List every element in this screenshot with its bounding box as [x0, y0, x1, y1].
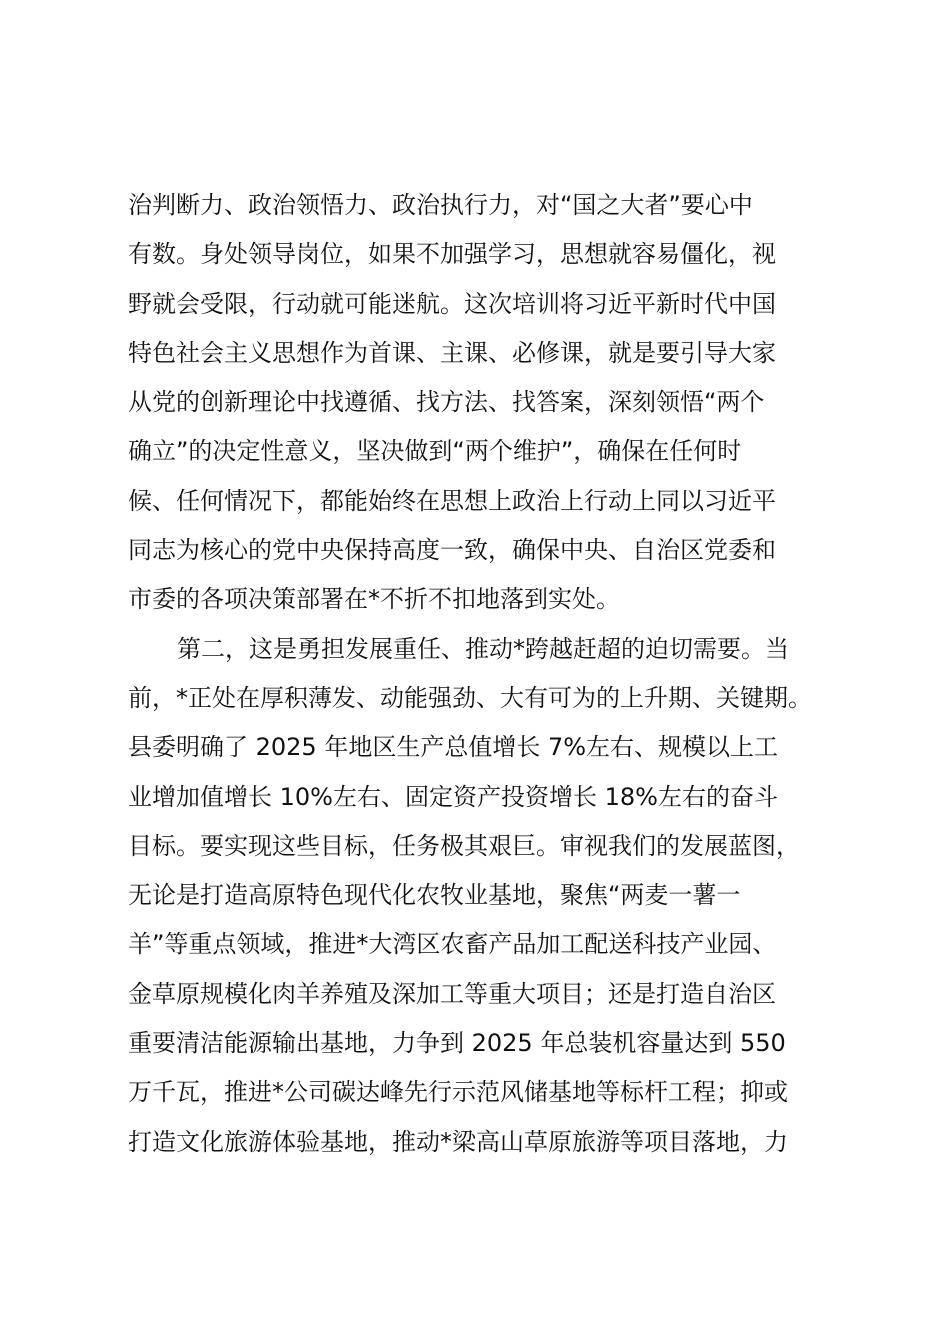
text-line: 确立”的决定性意义，坚决做到“两个维护”，确保在任何时: [128, 437, 742, 466]
body-text: [128, 181, 848, 1167]
text-line: 无论是打造高原特色现代化农牧业基地，聚焦“两麦一薯一: [128, 881, 741, 910]
paragraph-start-line: 第二，这是勇担发展重任、推动*跨越赶超的迫切需要。当: [177, 634, 789, 663]
text-line: 前，*正处在厚积薄发、动能强劲、大有可为的上升期、关键期。: [128, 683, 812, 712]
text-line: 野就会受限，行动就可能迷航。这次培训将习近平新时代中国: [128, 289, 776, 318]
text-line: 重要清洁能源输出基地，力争到 2025 年总装机容量达到 550: [128, 1029, 786, 1058]
text-line: 羊”等重点领域，推进*大湾区农畜产品加工配送科技产业园、: [128, 930, 777, 959]
text-line: 打造文化旅游体验基地，推动*梁高山草原旅游等项目落地，力: [128, 1127, 788, 1156]
text-line: 万千瓦，推进*公司碳达峰先行示范风储基地等标杆工程；抑或: [128, 1078, 788, 1107]
text-line: 县委明确了 2025 年地区生产总值增长 7%左右、规模以上工: [128, 733, 779, 762]
text-line: 特色社会主义思想作为首课、主课、必修课，就是要引导大家: [128, 338, 776, 367]
text-line: 同志为核心的党中央保持高度一致，确保中央、自治区党委和: [128, 536, 776, 565]
text-line: 候、任何情况下，都能始终在思想上政治上行动上同以习近平: [128, 486, 776, 515]
text-line: 市委的各项决策部署在*不折不扣地落到实处。: [128, 585, 620, 614]
text-line: 治判断力、政治领悟力、政治执行力，对“国之大者”要心中: [128, 191, 753, 219]
text-line: 业增加值增长 10%左右、固定资产投资增长 18%左右的奋斗: [128, 782, 778, 811]
text-line: 目标。要实现这些目标，任务极其艰巨。审视我们的发展蓝图，: [128, 831, 800, 860]
text-line: 有数。身处领导岗位，如果不加强学习，思想就容易僵化，视: [128, 240, 776, 269]
text-line: 从党的创新理论中找遵循、找方法、找答案，深刻领悟“两个: [128, 388, 765, 417]
text-line: 金草原规模化肉羊养殖及深加工等重大项目；还是打造自治区: [128, 979, 776, 1008]
